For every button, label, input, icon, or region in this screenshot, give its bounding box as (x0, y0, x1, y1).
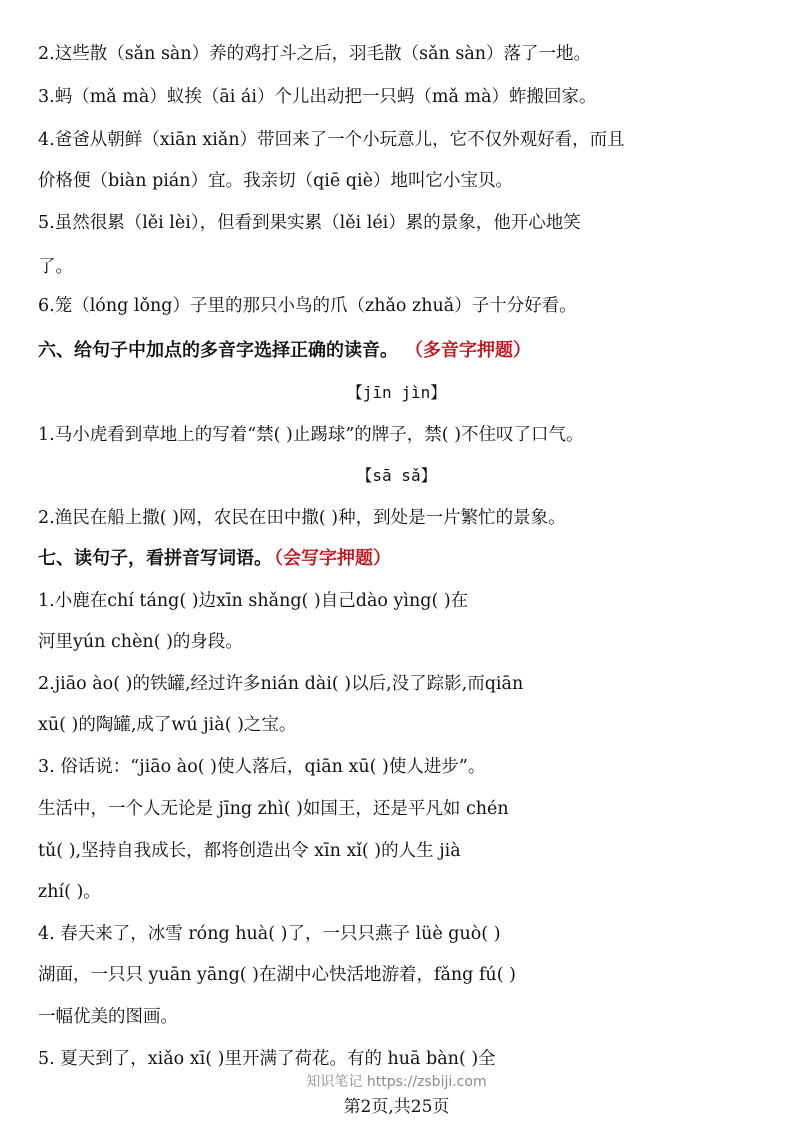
section-tag: （会写字押题） (274, 548, 391, 569)
pinyin-options: 【sā sǎ】 (356, 466, 437, 485)
text-line: 了。 (38, 257, 73, 277)
question-line: xū( )的陶罐,成了wú jià( )之宝。 (38, 715, 297, 735)
question-line: 3. 俗话说：“jiāo ào( )使人落后，qiān xū( )使人进步”。 (38, 757, 486, 777)
question-line: 1.小鹿在chí táng( )边xīn shǎng( )自己dào yìng( )在 (38, 591, 469, 611)
question-line: zhí( )。 (38, 882, 101, 902)
question-line: 2.jiāo ào( )的铁罐,经过许多nián dài( )以后,没了踪影,而qiān (38, 674, 524, 694)
section-heading (38, 339, 531, 363)
pinyin-options: 【jīn jìn】 (346, 383, 447, 402)
text-line: 4.爸爸从朝鲜（xiān xiǎn）带回来了一个小玩意儿，它不仅外观好看，而且 (38, 130, 625, 150)
question-line: 一幅优美的图画。 (38, 1007, 178, 1027)
page-number: 第2页,共25页 (343, 1097, 450, 1117)
text-line: 2.这些散（sǎn sàn）养的鸡打斗之后，羽毛散（sǎn sàn）落了一地。 (38, 44, 592, 64)
question-line: 2.渔民在船上撒( )网，农民在田中撒( )种，到处是一片繁忙的景象。 (38, 508, 566, 528)
question-line: 4. 春天来了，冰雪 róng huà( )了，一只只燕子 lüè guò( ) (38, 924, 501, 944)
section-heading (38, 547, 391, 571)
watermark-site: 知识笔记 https://zsbiji.com (306, 1074, 487, 1090)
section-tag: （多音字押题） (414, 340, 531, 361)
section-title: 六、给句子中加点的多音字选择正确的读音。 (38, 340, 398, 361)
text-line: 5.虽然很累（lěi lèi），但看到果实累（lěi léi）累的景象，他开心地笑 (38, 213, 581, 233)
question-line: 1.马小虎看到草地上的写着“禁( )止踢球”的牌子，禁( )不住叹了口气。 (38, 425, 584, 445)
question-line: 河里yún chèn( )的身段。 (38, 632, 243, 652)
question-line: 生活中，一个人无论是 jīng zhì( )如国王，还是平凡如 chén (38, 799, 509, 819)
text-line: 6.笼（lóng lǒng）子里的那只小鸟的爪（zhǎo zhuǎ）子十分好看。 (38, 296, 577, 316)
question-line: 湖面，一只只 yuān yāng( )在湖中心快活地游着，fǎng fú( ) (38, 965, 516, 985)
question-line: 5. 夏天到了，xiǎo xī( )里开满了荷花。有的 huā bàn( )全 (38, 1049, 496, 1069)
question-line: tǔ( ),坚持自我成长，都将创造出令 xīn xǐ( )的人生 jià (38, 841, 461, 861)
text-line: 3.蚂（mǎ mà）蚁挨（āi ái）个儿出动把一只蚂（mǎ mà）蚱搬回家。 (38, 87, 597, 107)
section-title: 七、读句子，看拼音写词语。 (38, 548, 272, 569)
text-line: 价格便（biàn pián）宜。我亲切（qiē qiè）地叫它小宝贝。 (38, 171, 513, 191)
